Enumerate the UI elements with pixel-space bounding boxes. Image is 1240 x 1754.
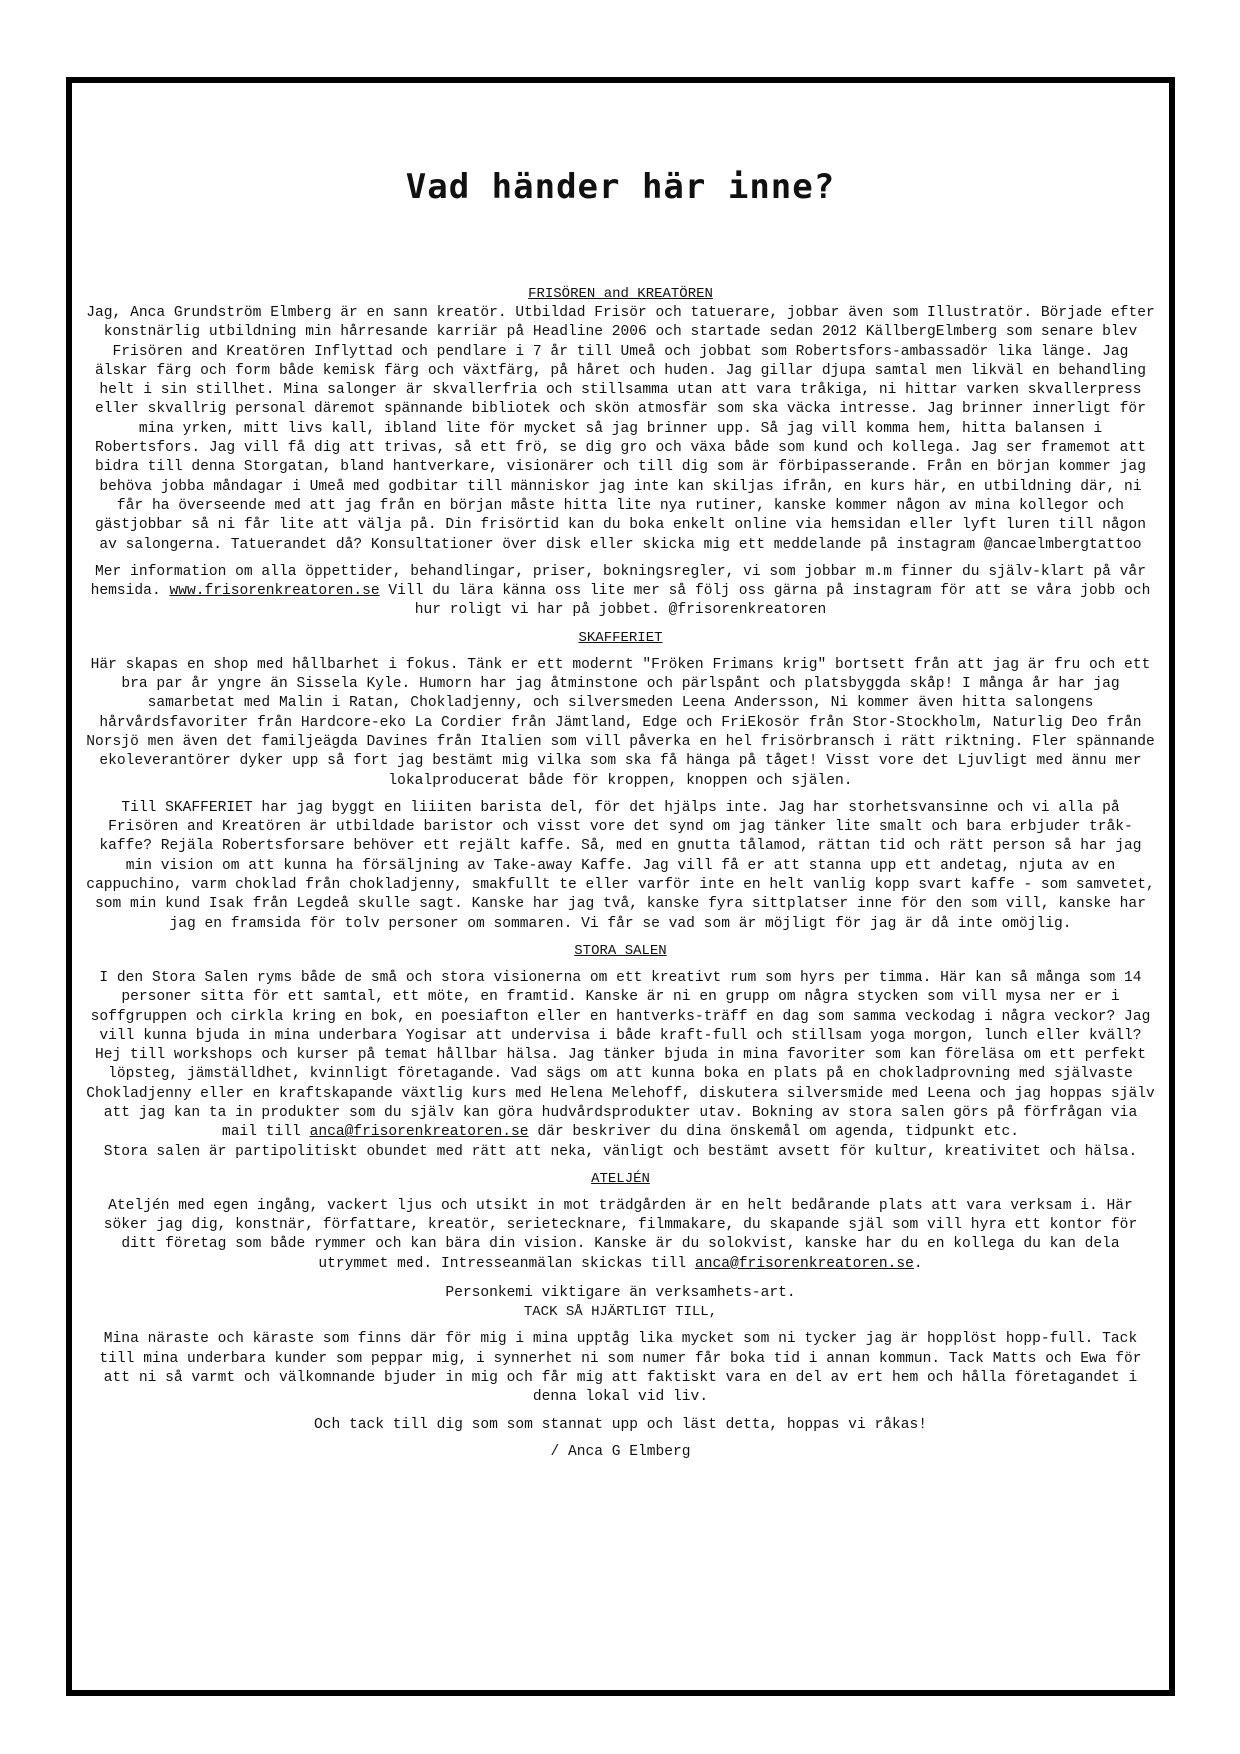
website-link[interactable]: www.frisorenkreatoren.se (169, 583, 380, 600)
thanks-heading: TACK SÅ HJÄRTLIGT TILL, (523, 1304, 718, 1321)
frisoren-info-paragraph (86, 563, 1155, 621)
page-border (66, 77, 1175, 1696)
section-heading-stora-salen: STORA SALEN (574, 942, 667, 959)
thanks-paragraph: Mina näraste och käraste som finns där för mig i mina upptåg lika mycket som ni tycker jag är hopplöst hopp-full. Tack till mina underbara kunder som peppar mig, i synnerhet ni som numer får boka tid i annan kommun. Tack Matts och Ewa för att ni så varmt och välkomnande bjuder in mig och får mig att faktiskt vara en del av ert hem och hålla företagandet i denna lokal vid liv. (99, 1331, 1142, 1406)
stora-salen-paragraph (86, 969, 1155, 1143)
section-heading-ateljen: ATELJÉN (591, 1170, 650, 1187)
stora-salen-policy-paragraph: Stora salen är partipolitiskt obundet med rätt att neka, vänligt och bestämt avsett för kultur, kreativitet och hälsa. (103, 1143, 1138, 1160)
skafferiet-paragraph: Här skapas en shop med hållbarhet i fokus. Tänk er ett modernt "Fröken Frimans krig" bortsett från att jag är fru och ett bra par år yngre än Sissela Kyle. Humorn har jag åtminstone och pärlspånt och platsbyggda skåp! I många år har jag samarbetat med Malin i Ratan, Chokladjenny, och silversmeden Leena Andersson, Ni kommer även hitta salongens hårvårdsfavoriter från Hardcore-eko La Cordier från Jämtland, Edge och FriEkosör från Stor-Stockholm, Naturlig Deo från Norsjö men även det familjeägda Davines från Italien som vill påverka en hel frisörbransch i rätt riktning. Fler spännande ekoleverantörer dyker upp så fort jag bestämt mig vilka som ska få hänga på tåget! Visst vore det Ljuvligt med ännu mer lokalproducerat både för kroppen, knoppen och själen. (86, 656, 1155, 789)
ateljen-email-link[interactable]: anca@frisorenkreatoren.se (694, 1255, 914, 1272)
section-heading-skafferiet: SKAFFERIET (578, 629, 663, 646)
signature: / Anca G Elmberg (550, 1443, 691, 1460)
section-heading-frisoren: FRISÖREN and KREATÖREN (528, 286, 713, 302)
thanks-reader-paragraph: Och tack till dig som som stannat upp och läst detta, hoppas vi råkas! (313, 1416, 928, 1433)
ateljen-note: Personkemi viktigare än verksamhets-art. (445, 1285, 796, 1302)
frisoren-info-text: Mer information om alla öppettider, behandlingar, priser, bokningsregler, vi som jobbar m.m finner du själv-klart på vår hemsida. (90, 563, 1146, 600)
stora-salen-email-link[interactable]: anca@frisorenkreatoren.se (309, 1124, 529, 1141)
stora-salen-text-after: där beskriver du dina önskemål om agenda, tidpunkt etc. (537, 1124, 1019, 1141)
ateljen-text-after: . (913, 1255, 923, 1272)
ateljen-paragraph (86, 1197, 1155, 1274)
frisoren-paragraph: Jag, Anca Grundström Elmberg är en sann kreatör. Utbildad Frisör och tatuerare, jobbar även som Illustratör. Började efter konstnärlig utbildning min hårresande karriär på Headline 2006 och startade sedan 2012 KällbergElmberg som senare blev Frisören and Kreatören Inflyttad och pendlare i 7 år till Umeå och jobbat som Robertsfors-ambassadör lika länge. Jag älskar färg och form både kemisk färg och växtfärg, på håret och huden. Jag gillar djupa samtal men likväl en behandling helt i sin stillhet. Mina salonger är skvallerfria och stillsamma utan att vara tråkiga, ni hittar varken skvallerpress eller skvallrig personal däremot spännande bibliotek och skön atmosfär som ska väcka intresse. Jag brinner innerligt för mina yrken, mitt livs kall, ibland lite för mycket så jag brinner upp. Så jag vill komma hem, hitta balansen i Robertsfors. Jag vill få dig att trivas, så ett frö, se dig gro och växa både som kund och kollega. Jag ser framemot att bidra till denna Storgatan, bland hantverkare, visionärer och till dig som är förbipasserande. Från en början kommer jag behöva jobba måndagar i Umeå med godbitar till människor jag inte kan skiljas ifrån, en kurs här, en utbildning där, ni får ha överseende med att jag från en början måste hitta lite nya rutiner, kanske kommer någon av mina kollegor och gästjobbar så ni får lite att välja på. Din frisörtid kan du boka enkelt online via hemsidan eller lyft luren till någon av salongerna. Tatuerandet då? Konsultationer över disk eller skicka mig ett meddelande på instagram @ancaelmbergtattoo (86, 305, 1155, 553)
document-body (86, 165, 1155, 1462)
stora-salen-text: I den Stora Salen ryms både de små och stora visionerna om ett kreativt rum som hyrs per timma. Här kan så många som 14 personer sitta för ett samtal, ett möte, en framtid. Kanske är ni en grupp om några stycken som vill mysa ner er i soffgruppen och cirkla kring en bok, en poesiafton eller en hantverks-träff en dag som samma veckodag i några veckor? Jag vill kunna bjuda in mina underbara Yogisar att undervisa i både kraft-full och stillsam yoga morgon, lunch eller kväll? Hej till workshops och kurser på temat hållbar hälsa. Jag tänker bjuda in mina favoriter som kan föreläsa om ett perfekt löpsteg, jämställdhet, kvinnligt företagande. Vad sägs om att kunna boka en plats på en chokladprovning med självaste Chokladjenny eller en kraftskapande växtlig kurs med Helena Melehoff, diskutera silversmide med Leena och jag hoppas själv att jag kan ta in produkter som du själv kan göra hudvårdsprodukter utav. Bokning av stora salen görs på förfrågan via mail till (86, 969, 1155, 1141)
page-title: Vad händer här inne? (405, 167, 836, 207)
skafferiet-barista-paragraph: Till SKAFFERIET har jag byggt en liiiten barista del, för det hjälps inte. Jag har storhetsvansinne och vi alla på Frisören and Kreatören är utbildade baristor och visst vore det synd om jag tänker lite smalt och bara erbjuder tråk-kaffe? Rejäla Robertsforsare behöver ett rejält kaffe. Så, med en gnutta tålamod, rättan tid och rätt person så har jag min vision om att kunna ha försäljning av Take-away Kaffe. Jag vill få er att stanna upp ett andetag, njuta av en cappuchino, varm choklad från chokladjenny, smakfullt te eller varför inte en helt vanlig kopp svart kaffe - som samvetet, som min kund Isak från Legdeå skulle sagt. Kanske har jag två, kanske fyra sittplatser inne för den som vill, kanske har jag en framsida för tolv personer om sommaren. Vi får se vad som är möjligt för jag är då inte omöjlig. (86, 799, 1155, 932)
ateljen-text: Ateljén med egen ingång, vackert ljus och utsikt in mot trädgården är en helt bedårande plats att vara verksam i. Här söker jag dig, konstnär, författare, kreatör, serietecknare, filmmakare, du skapande själ som vill hyra ett kontor för ditt företag som både rymmer och kan bära din vision. Kanske är du solokvist, kanske har du en kollega du kan dela utrymmet med. Intresseanmälan skickas till (103, 1197, 1138, 1272)
frisoren-instagram-text: Vill du lära känna oss lite mer så följ oss gärna på instagram för att se våra jobb och hur roligt vi har på jobbet. @frisorenkreatoren (388, 583, 1151, 619)
